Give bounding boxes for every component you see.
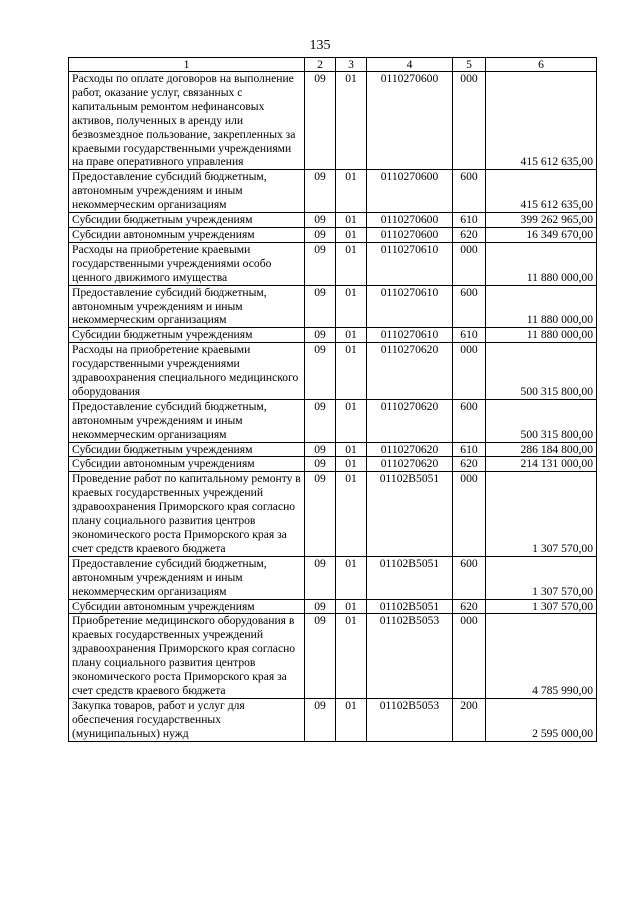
- row-code-5: 600: [453, 556, 486, 599]
- header-cell-2: 2: [305, 58, 336, 72]
- row-description: Закупка товаров, работ и услуг для обеспечения государственных (муниципальных) нужд: [69, 698, 305, 741]
- row-code-5: 600: [453, 399, 486, 442]
- row-description: Расходы на приобретение краевыми государственными учреждениями здравоохранения специального медицинского оборудования: [69, 343, 305, 400]
- row-code-2: 09: [305, 242, 336, 285]
- row-code-4: 0110270610: [367, 242, 453, 285]
- row-code-3: 01: [336, 599, 367, 614]
- header-cell-4: 4: [367, 58, 453, 72]
- row-code-4: 01102В5051: [367, 599, 453, 614]
- row-amount: 1 307 570,00: [486, 599, 597, 614]
- row-amount: 415 612 635,00: [486, 72, 597, 170]
- row-amount: 500 315 800,00: [486, 399, 597, 442]
- row-code-4: 0110270620: [367, 343, 453, 400]
- row-description: Субсидии бюджетным учреждениям: [69, 213, 305, 228]
- row-code-5: 610: [453, 442, 486, 457]
- row-code-3: 01: [336, 698, 367, 741]
- row-description: Субсидии автономным учреждениям: [69, 599, 305, 614]
- row-amount: 415 612 635,00: [486, 170, 597, 213]
- row-code-3: 01: [336, 285, 367, 328]
- row-description: Субсидии автономным учреждениям: [69, 457, 305, 472]
- row-code-2: 09: [305, 472, 336, 556]
- table-row: [69, 170, 597, 213]
- header-row: [69, 58, 597, 72]
- row-amount: 286 184 800,00: [486, 442, 597, 457]
- row-code-2: 09: [305, 599, 336, 614]
- row-description: Предоставление субсидий бюджетным, автономным учреждениям и иным некоммерческим организациям: [69, 399, 305, 442]
- row-description: Субсидии бюджетным учреждениям: [69, 442, 305, 457]
- row-code-3: 01: [336, 399, 367, 442]
- row-amount: 16 349 670,00: [486, 227, 597, 242]
- row-code-2: 09: [305, 170, 336, 213]
- row-code-4: 01102В5053: [367, 698, 453, 741]
- row-amount: 2 595 000,00: [486, 698, 597, 741]
- row-code-5: 620: [453, 599, 486, 614]
- row-code-3: 01: [336, 72, 367, 170]
- row-code-2: 09: [305, 328, 336, 343]
- row-amount: 4 785 990,00: [486, 614, 597, 698]
- row-code-5: 600: [453, 170, 486, 213]
- header-cell-3: 3: [336, 58, 367, 72]
- row-code-2: 09: [305, 399, 336, 442]
- row-code-4: 0110270610: [367, 328, 453, 343]
- row-amount: 11 880 000,00: [486, 285, 597, 328]
- row-code-3: 01: [336, 457, 367, 472]
- row-code-3: 01: [336, 242, 367, 285]
- budget-table: [68, 57, 597, 742]
- table-row: [69, 227, 597, 242]
- row-amount: 1 307 570,00: [486, 556, 597, 599]
- row-amount: 11 880 000,00: [486, 328, 597, 343]
- row-description: Расходы на приобретение краевыми государственными учреждениями особо ценного движимого имущества: [69, 242, 305, 285]
- row-code-2: 09: [305, 213, 336, 228]
- row-code-5: 000: [453, 72, 486, 170]
- row-amount: 500 315 800,00: [486, 343, 597, 400]
- table-row: [69, 472, 597, 556]
- row-code-2: 09: [305, 72, 336, 170]
- table-row: [69, 442, 597, 457]
- row-code-5: 610: [453, 328, 486, 343]
- row-code-2: 09: [305, 227, 336, 242]
- header-cell-6: 6: [486, 58, 597, 72]
- row-code-3: 01: [336, 213, 367, 228]
- row-code-4: 0110270600: [367, 170, 453, 213]
- row-description: Предоставление субсидий бюджетным, автономным учреждениям и иным некоммерческим организациям: [69, 556, 305, 599]
- row-code-2: 09: [305, 614, 336, 698]
- row-description: Расходы по оплате договоров на выполнение работ, оказание услуг, связанных с капитальным ремонтом нефинансовых активов, полученных в аренду или безвозмездное пользование, закрепленных за краевыми государственными учреждениями на праве оперативного управления: [69, 72, 305, 170]
- row-code-3: 01: [336, 556, 367, 599]
- row-amount: 214 131 000,00: [486, 457, 597, 472]
- row-description: Приобретение медицинского оборудования в краевых государственных учреждений здравоохранения Приморского края согласно плану социального развития центров экономического роста Приморского края за счет средств краевого бюджета: [69, 614, 305, 698]
- header-cell-1: 1: [69, 58, 305, 72]
- row-description: Субсидии бюджетным учреждениям: [69, 328, 305, 343]
- header-cell-5: 5: [453, 58, 486, 72]
- table-row: [69, 343, 597, 400]
- row-code-3: 01: [336, 614, 367, 698]
- table-row: [69, 399, 597, 442]
- row-code-4: 0110270620: [367, 399, 453, 442]
- row-code-2: 09: [305, 698, 336, 741]
- table-row: [69, 457, 597, 472]
- table-row: [69, 614, 597, 698]
- row-code-3: 01: [336, 442, 367, 457]
- row-code-4: 01102В5051: [367, 556, 453, 599]
- table-row: [69, 72, 597, 170]
- row-amount: 11 880 000,00: [486, 242, 597, 285]
- row-code-4: 0110270600: [367, 213, 453, 228]
- table-row: [69, 242, 597, 285]
- row-code-3: 01: [336, 343, 367, 400]
- table-row: [69, 328, 597, 343]
- row-code-2: 09: [305, 285, 336, 328]
- row-code-4: 0110270600: [367, 227, 453, 242]
- row-code-4: 0110270620: [367, 442, 453, 457]
- row-code-2: 09: [305, 556, 336, 599]
- row-amount: 1 307 570,00: [486, 472, 597, 556]
- row-code-3: 01: [336, 170, 367, 213]
- row-code-4: 01102В5051: [367, 472, 453, 556]
- table-row: [69, 599, 597, 614]
- row-code-4: 0110270600: [367, 72, 453, 170]
- row-code-2: 09: [305, 343, 336, 400]
- row-code-2: 09: [305, 457, 336, 472]
- table-row: [69, 213, 597, 228]
- row-description: Предоставление субсидий бюджетным, автономным учреждениям и иным некоммерческим организациям: [69, 285, 305, 328]
- row-code-2: 09: [305, 442, 336, 457]
- table-row: [69, 285, 597, 328]
- row-code-5: 000: [453, 343, 486, 400]
- page-number: 135: [309, 38, 331, 53]
- row-code-5: 000: [453, 472, 486, 556]
- row-code-5: 610: [453, 213, 486, 228]
- row-code-5: 000: [453, 614, 486, 698]
- row-description: Субсидии автономным учреждениям: [69, 227, 305, 242]
- row-code-4: 0110270610: [367, 285, 453, 328]
- row-amount: 399 262 965,00: [486, 213, 597, 228]
- table-row: [69, 698, 597, 741]
- row-code-5: 200: [453, 698, 486, 741]
- row-description: Проведение работ по капитальному ремонту в краевых государственных учреждений здравоохранения Приморского края согласно плану социального развития центров экономического роста Приморского края за счет средств краевого бюджета: [69, 472, 305, 556]
- row-description: Предоставление субсидий бюджетным, автономным учреждениям и иным некоммерческим организациям: [69, 170, 305, 213]
- table-row: [69, 556, 597, 599]
- row-code-3: 01: [336, 328, 367, 343]
- row-code-4: 0110270620: [367, 457, 453, 472]
- row-code-5: 620: [453, 457, 486, 472]
- row-code-5: 600: [453, 285, 486, 328]
- row-code-3: 01: [336, 227, 367, 242]
- row-code-5: 620: [453, 227, 486, 242]
- row-code-5: 000: [453, 242, 486, 285]
- row-code-3: 01: [336, 472, 367, 556]
- row-code-4: 01102В5053: [367, 614, 453, 698]
